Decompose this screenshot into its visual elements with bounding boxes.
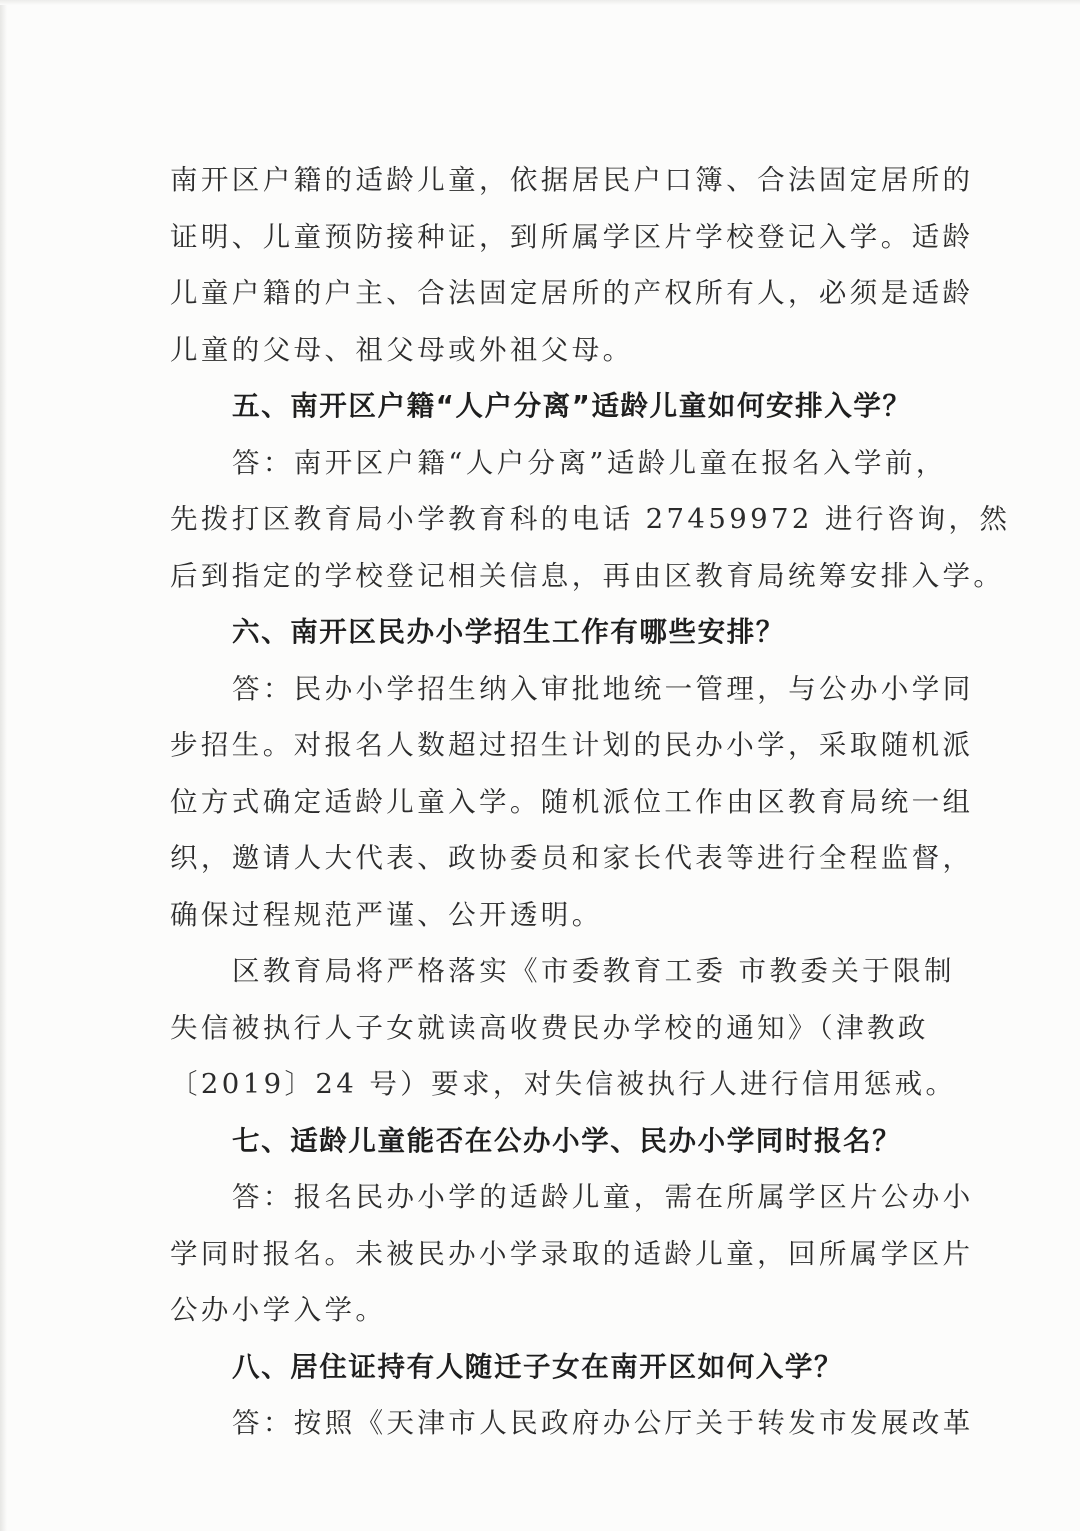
paragraph-line: 儿童的父母、祖父母或外祖父母。 [170,333,634,366]
paragraph-line: 答：民办小学招生纳入审批地统一管理，与公办小学同 [232,672,974,705]
section-heading: 五、南开区户籍“人户分离”适龄儿童如何安排入学？ [232,390,912,422]
document-body [170,152,1011,1452]
scan-edge-left [0,0,7,1531]
paragraph-line: 南开区户籍的适龄儿童，依据居民户口簿、合法固定居所的 [170,164,974,196]
paragraph-line: 先拨打区教育局小学教育科的电话 27459972 进行咨询，然 [170,503,1011,535]
paragraph-line: 步招生。对报名人数超过招生计划的民办小学，采取随机派 [170,729,974,761]
paragraph-line: 区教育局将严格落实《市委教育工委 市教委关于限制 [232,955,955,987]
section-heading: 八、居住证持有人随迁子女在南开区如何入学？ [232,1350,844,1383]
paragraph-line: 织，邀请人大代表、政协委员和家长代表等进行全程监督， [170,842,974,874]
paragraph-line: 失信被执行人子女就读高收费民办学校的通知》（津教政 [170,1011,929,1044]
paragraph-line: 证明、儿童预防接种证，到所属学区片学校登记入学。适龄 [170,220,974,253]
paragraph-line: 答：按照《天津市人民政府办公厅关于转发市发展改革 [232,1407,974,1439]
paragraph-line: 后到指定的学校登记相关信息，再由区教育局统筹安排入学。 [170,559,1005,592]
paragraph-line: 〔2019〕24 号）要求，对失信被执行人进行信用惩戒。 [170,1068,957,1100]
scan-edge-top [0,0,1080,5]
paragraph-line: 儿童户籍的户主、合法固定居所的产权所有人，必须是适龄 [170,277,974,309]
section-heading: 六、南开区民办小学招生工作有哪些安排？ [232,616,785,648]
paragraph-line: 答：南开区户籍“人户分离”适龄儿童在报名入学前， [232,446,947,479]
paragraph-line: 学同时报名。未被民办小学录取的适龄儿童，回所属学区片 [170,1237,974,1270]
paragraph-line: 确保过程规范严谨、公开透明。 [170,898,603,931]
paragraph-line: 位方式确定适龄儿童入学。随机派位工作由区教育局统一组 [170,785,974,818]
section-heading: 七、适龄儿童能否在公办小学、民办小学同时报名？ [232,1124,902,1157]
paragraph-line: 公办小学入学。 [170,1294,387,1326]
paragraph-line: 答：报名民办小学的适龄儿童，需在所属学区片公办小 [232,1181,974,1213]
